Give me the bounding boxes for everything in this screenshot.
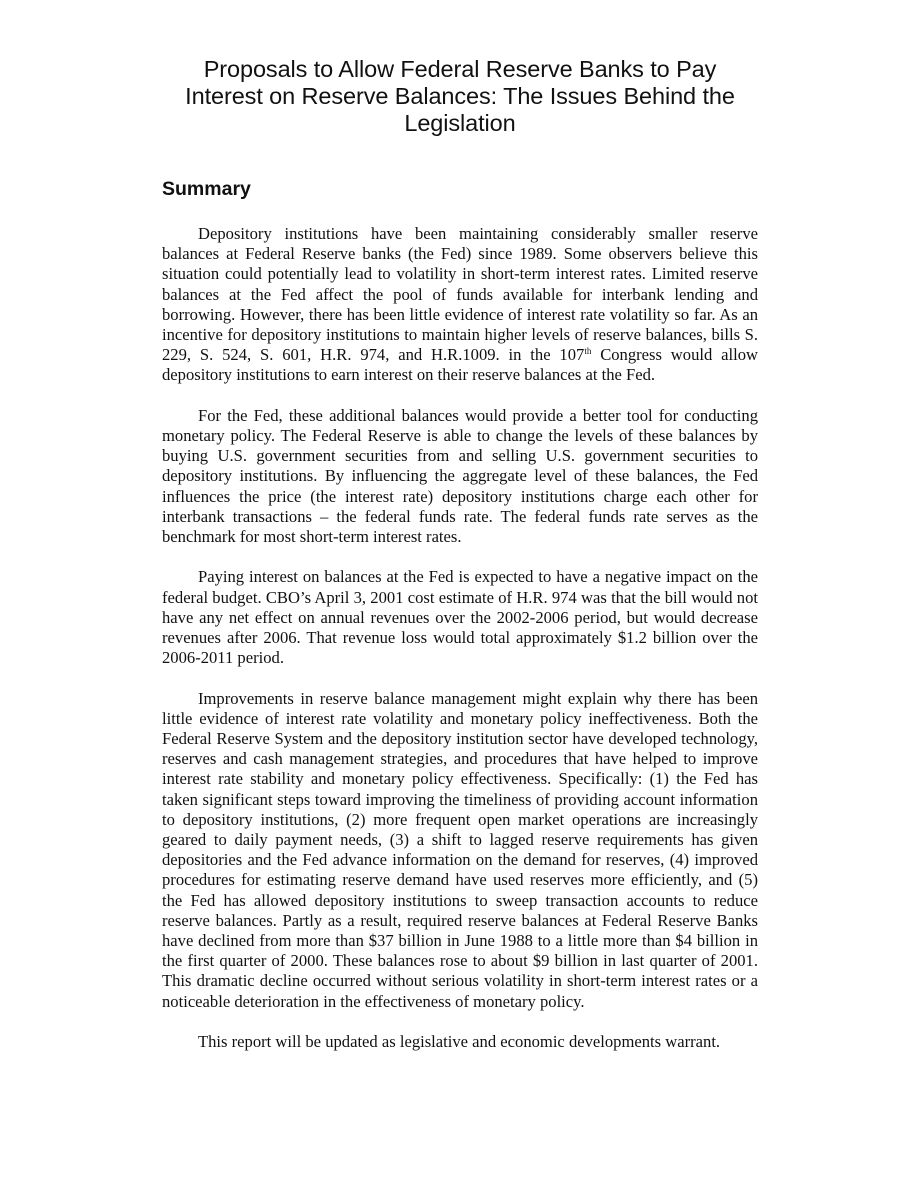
title-line-1: Proposals to Allow Federal Reserve Banks to Pay xyxy=(203,56,717,82)
document-page xyxy=(162,56,758,1052)
summary-paragraph-3: Paying interest on balances at the Fed is expected to have a negative impact on the federal budget. CBO’s April 3, 2001 cost estimate of H.R. 974 was that the bill would not have any net effect on annual revenues over the 2002-2006 period, but would decrease revenues after 2006. That revenue loss would total approximately $1.2 billion over the 2006-2011 period. xyxy=(162,567,758,668)
summary-paragraph-4: Improvements in reserve balance management might explain why there has been little evidence of interest rate volatility and monetary policy ineffectiveness. Both the Federal Reserve System and the depository institution sector have developed technology, reserves and cash management strategies, and procedures that have helped to improve interest rate stability and monetary policy effectiveness. Specifically: (1) the Fed has taken significant steps toward improving the timeliness of providing account information to depository institutions, (2) more frequent open market operations are increasingly geared to daily payment needs, (3) a shift to lagged reserve requirements has given depositories and the Fed advance information on the demand for reserves, (4) improved procedures for estimating reserve demand have used reserves more efficiently, and (5) the Fed has allowed depository institutions to sweep transaction accounts to reduce reserve balances. Partly as a result, required reserve balances at Federal Reserve Banks have declined from more than $37 billion in June 1988 to a little more than $4 billion in the first quarter of 2000. These balances rose to about $9 billion in last quarter of 2001. This dramatic decline occurred without serious volatility in short-term interest rates or a noticeable deterioration in the effectiveness of monetary policy. xyxy=(162,688,758,1011)
document-title xyxy=(162,56,758,137)
ordinal-superscript: th xyxy=(584,346,592,357)
summary-paragraph-1 xyxy=(162,224,758,386)
summary-heading: Summary xyxy=(162,178,251,200)
title-line-3: Legislation xyxy=(404,110,516,136)
paragraph-1-text: Depository institutions have been maintaining considerably smaller reserve balances at Federal Reserve banks (the Fed) since 1989. Some observers believe this situation could potentially lead to volatility in short-term interest rates. Limited reserve balances at the Fed affect the pool of funds available for interbank lending and borrowing. However, there has been little evidence of interest rate volatility so far. As an incentive for depository institutions to maintain higher levels of reserve balances, bills S. 229, S. 524, S. 601, H.R. 974, and H.R.1009. in the 107 xyxy=(162,224,758,365)
summary-paragraph-2: For the Fed, these additional balances would provide a better tool for conducting monetary policy. The Federal Reserve is able to change the levels of these balances by buying U.S. government securities from and selling U.S. government securities to depository institutions. By influencing the aggregate level of these balances, the Fed influences the price (the interest rate) depository institutions charge each other for interbank transactions – the federal funds rate. The federal funds rate serves as the benchmark for most short-term interest rates. xyxy=(162,405,758,547)
title-line-2: Interest on Reserve Balances: The Issues Behind the xyxy=(185,83,735,109)
summary-paragraph-5: This report will be updated as legislative and economic developments warrant. xyxy=(198,1032,721,1052)
paragraph-1-text-continued: Congress would allow depository institutions to earn interest on their reserve balances at the Fed. xyxy=(162,345,759,385)
